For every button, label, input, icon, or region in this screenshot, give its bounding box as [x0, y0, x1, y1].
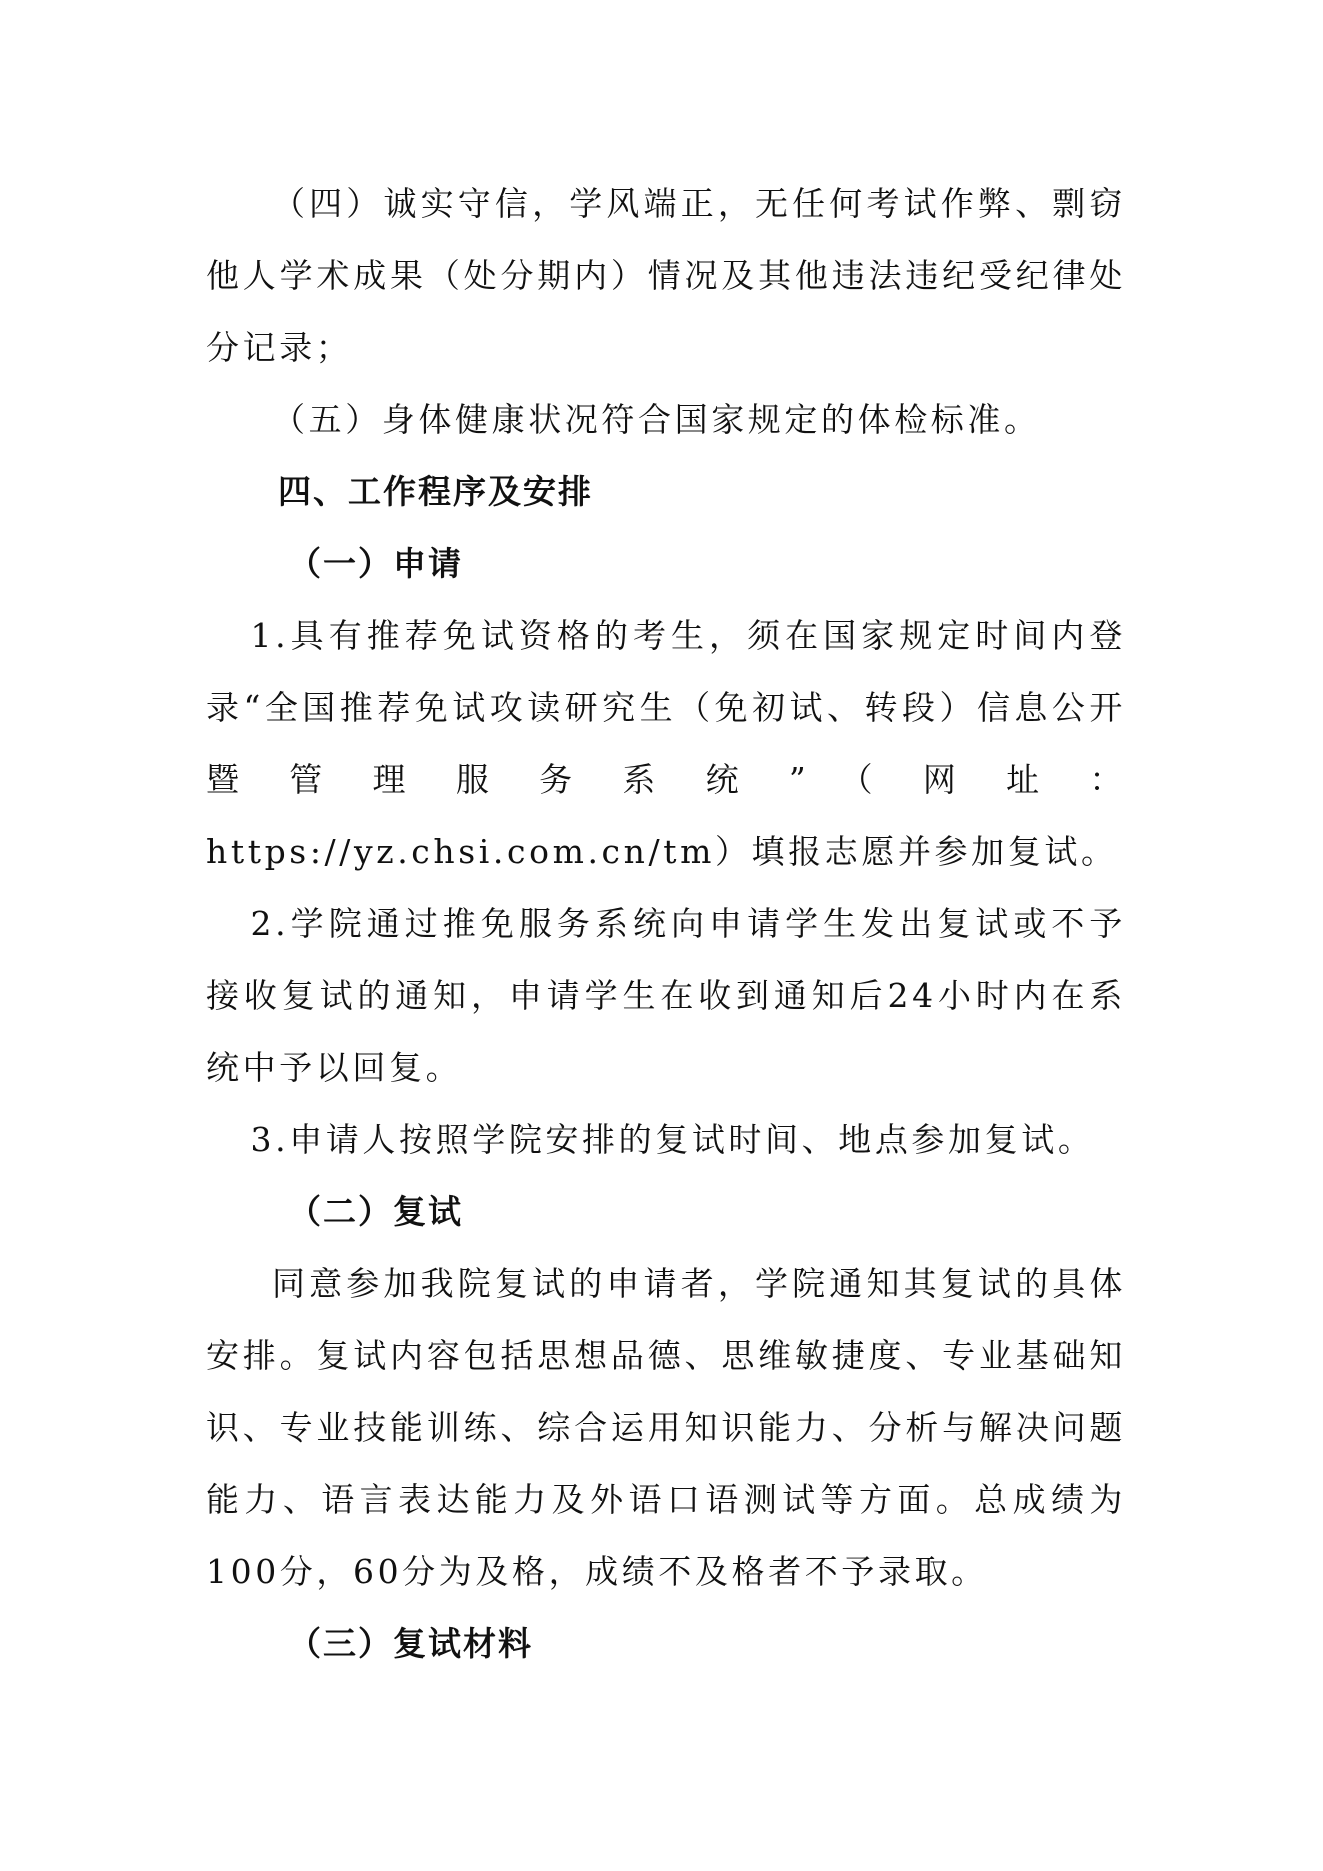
subsection-heading-retest: （二）复试 [288, 1192, 463, 1231]
subsection-heading-apply: （一）申请 [288, 544, 463, 583]
paragraph-item-4: （四）诚实守信，学风端正，无任何考试作弊、剽窃他人学术成果（处分期内）情况及其他违法违纪受纪律处分记录； [206, 184, 1126, 367]
list-item-1: 1.具有推荐免试资格的考生，须在国家规定时间内登录“全国推荐免试攻读研究生（免初试、转段）信息公开暨管理服务系统”（网址：https://yz.chsi.com.cn/tm）填报志愿并参加复试。 [206, 616, 1126, 871]
section-heading: 四、工作程序及安排 [278, 472, 593, 511]
subsection-heading-materials: （三）复试材料 [288, 1624, 533, 1663]
paragraph-item-5: （五）身体健康状况符合国家规定的体检标准。 [272, 400, 1041, 439]
retest-paragraph: 同意参加我院复试的申请者，学院通知其复试的具体安排。复试内容包括思想品德、思维敏捷度、专业基础知识、专业技能训练、综合运用知识能力、分析与解决问题能力、语言表达能力及外语口语测试等方面。总成绩为100分，60分为及格，成绩不及格者不予录取。 [206, 1264, 1126, 1591]
list-item-3: 3.申请人按照学院安排的复试时间、地点参加复试。 [250, 1120, 1095, 1159]
document-body [206, 168, 1126, 1680]
list-item-2: 2.学院通过推免服务系统向申请学生发出复试或不予接收复试的通知，申请学生在收到通知后24小时内在系统中予以回复。 [206, 904, 1126, 1087]
